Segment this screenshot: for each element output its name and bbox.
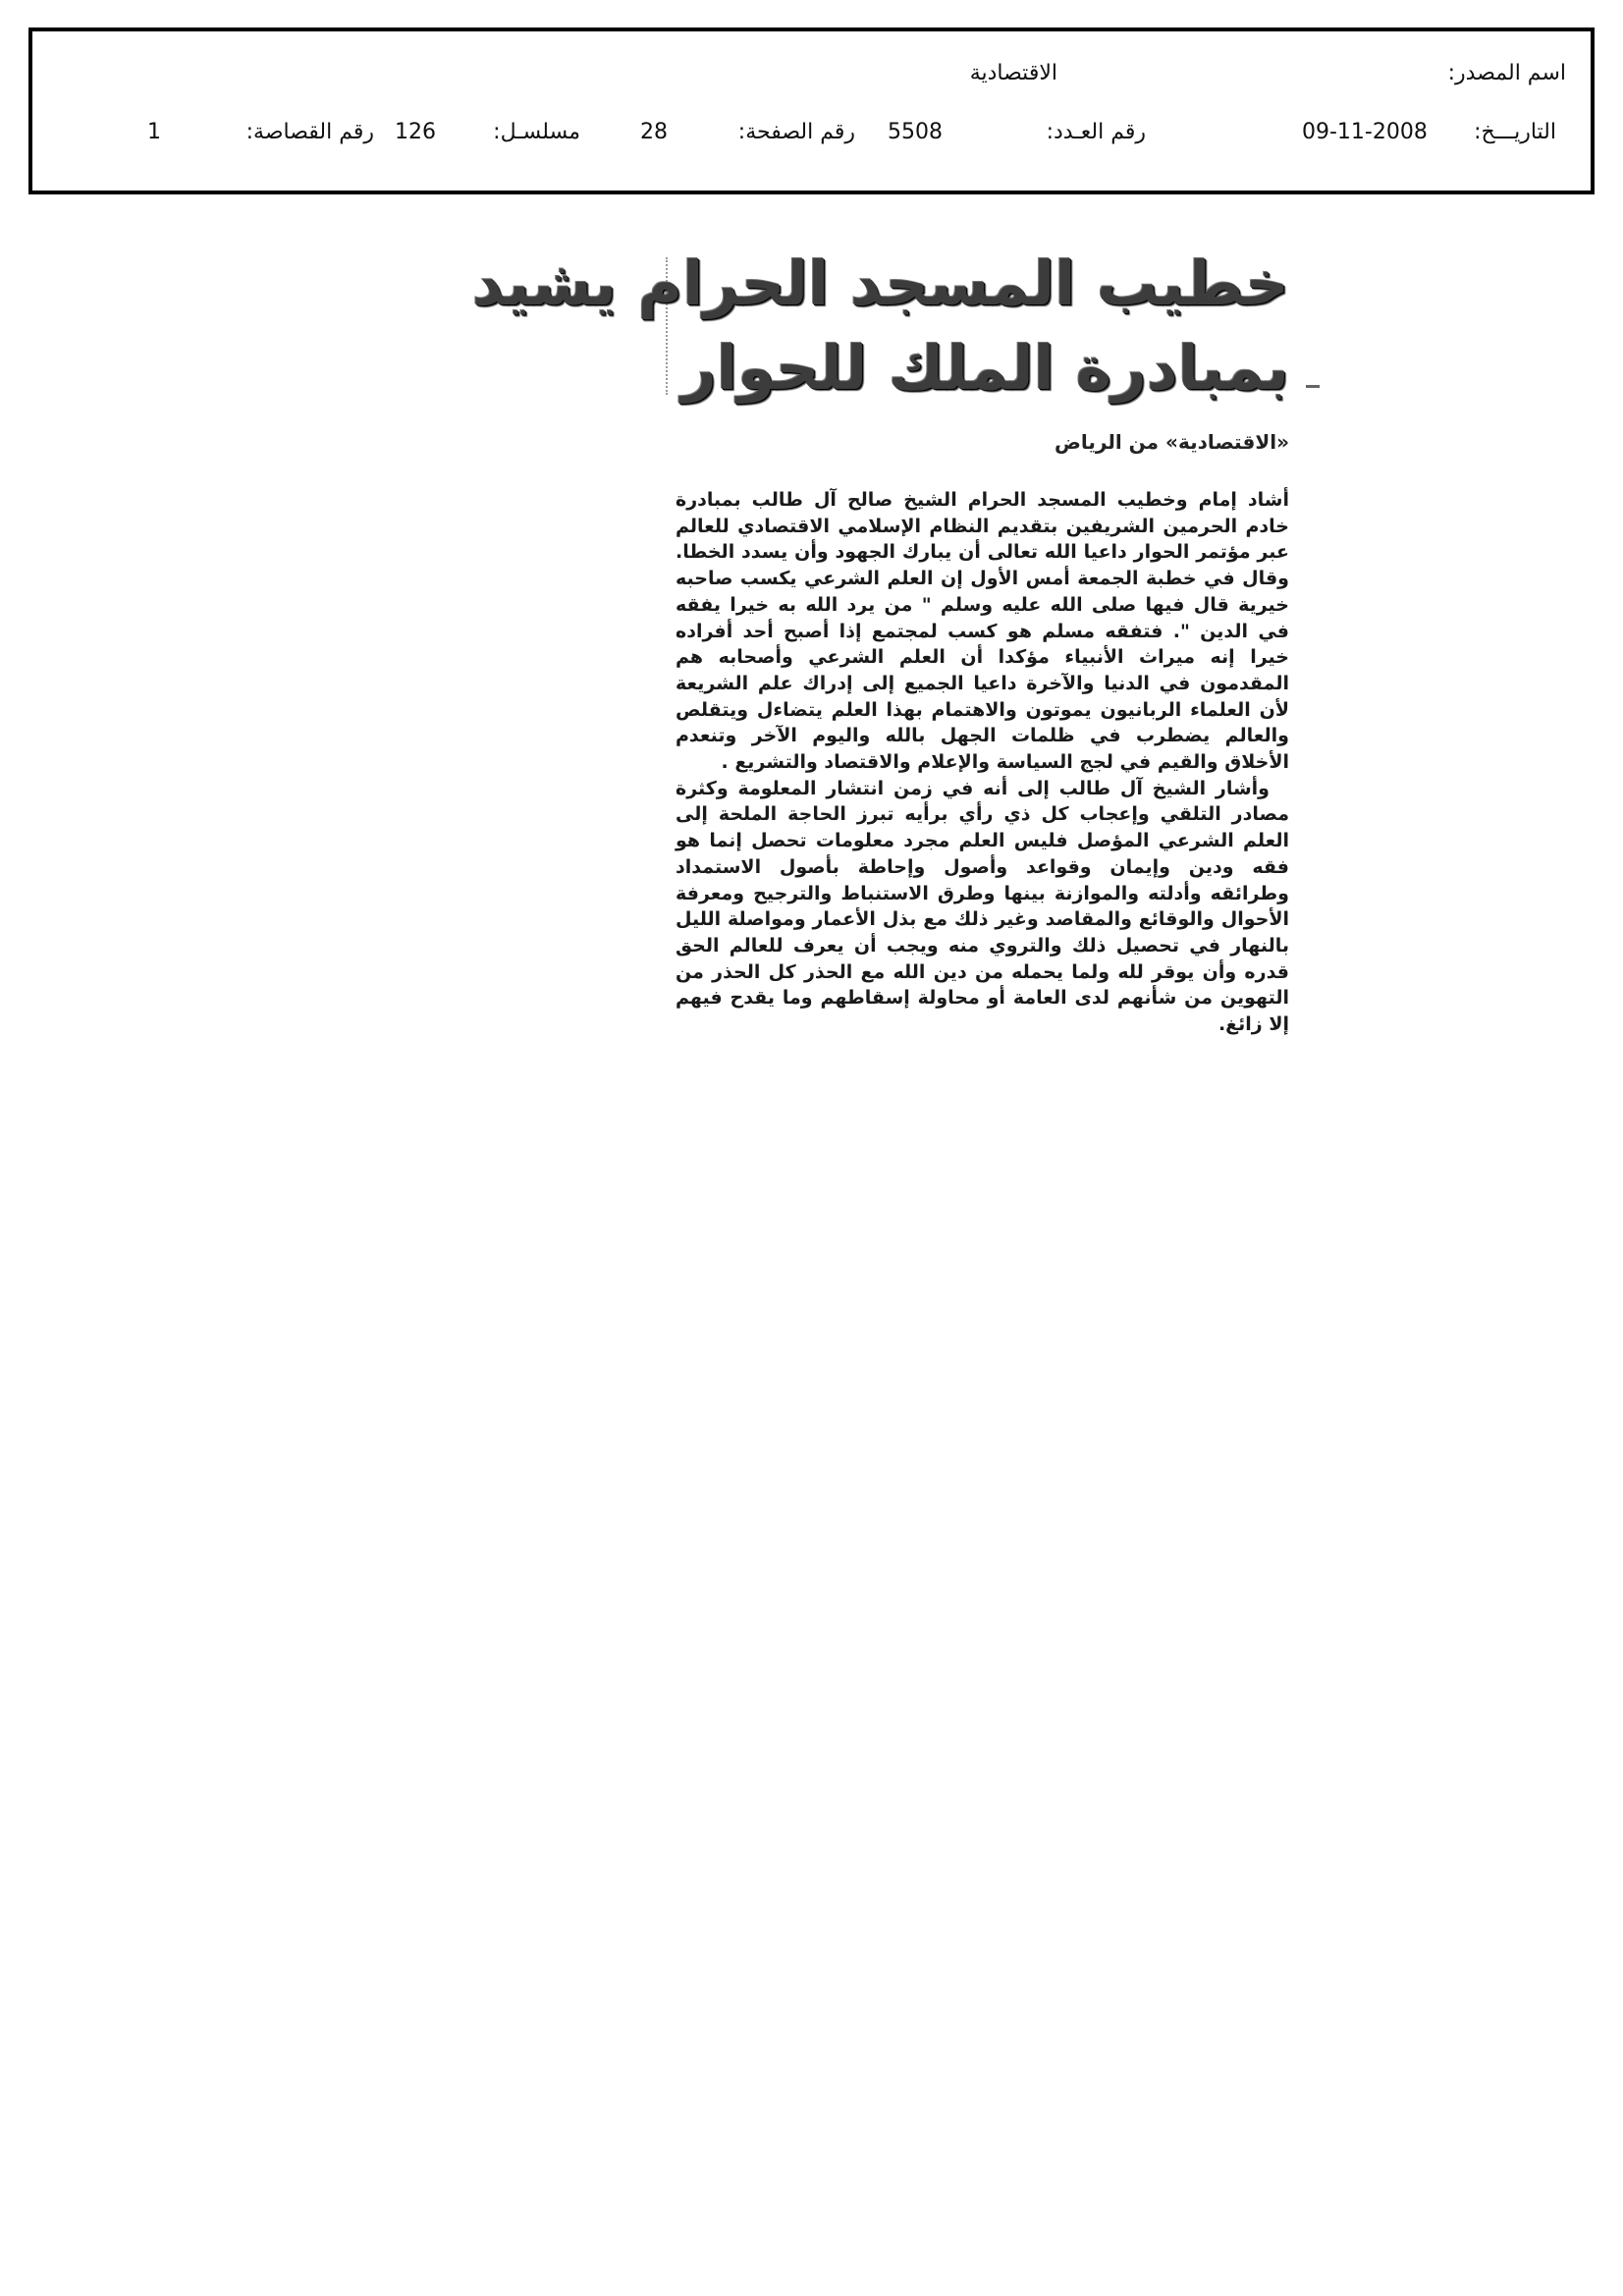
issue-value: 5508 bbox=[888, 120, 943, 144]
article-body bbox=[676, 487, 1289, 1038]
page-label: رقم الصفحة: bbox=[737, 120, 855, 144]
headline-line-1: خطيب المسجد الحرام يشيد bbox=[471, 247, 1289, 319]
headline-dash-mark bbox=[1306, 385, 1320, 388]
article-byline: «الاقتصادية» من الرياض bbox=[1054, 430, 1289, 454]
source-label: اسم المصدر: bbox=[1447, 61, 1566, 85]
headline-line-2: بمبادرة الملك للحوار bbox=[681, 332, 1289, 404]
clipping-header-box bbox=[28, 27, 1595, 194]
clip-number-value: 1 bbox=[147, 120, 161, 144]
source-value: الاقتصادية bbox=[969, 61, 1057, 85]
date-label: التاريـــخ: bbox=[1474, 120, 1556, 144]
clip-number-label: رقم القصاصة: bbox=[245, 120, 374, 144]
article-paragraph-1: أشاد إمام وخطيب المسجد الحرام الشيخ صالح آل طالب بمبادرة خادم الحرمين الشريفين بتقديم النظام الإسلامي الاقتصادي للعالم عبر مؤتمر الحوار داعيا الله تعالى أن يبارك الجهود وأن يسدد الخطا. وقال في خطبة الجمعة أمس الأول إن العلم الشرعي يكسب صاحبه خيرية قال فيها صلى الله عليه وسلم " من يرد الله به خيرا يفقه في الدين ". فتفقه مسلم هو كسب لمجتمع إذا أصبح أحد أفراده خيرا إنه ميراث الأنبياء مؤكدا أن العلم الشرعي وأصحابه هم المقدمون في الدنيا والآخرة داعيا الجميع إلى إدراك علم الشريعة لأن العلماء الربانيون يموتون والاهتمام بهذا العلم يتضاءل ويتقلص والعالم يضطرب في ظلمات الجهل بالله واليوم الآخر وتنعدم الأخلاق والقيم في لجج السياسة والإعلام والاقتصاد والتشريع . bbox=[676, 489, 1289, 774]
serial-value: 126 bbox=[395, 120, 436, 144]
date-value: 09-11-2008 bbox=[1302, 120, 1428, 144]
issue-label: رقم العـدد: bbox=[1046, 120, 1146, 144]
serial-label: مسلسـل: bbox=[493, 120, 580, 144]
article-paragraph-2: وأشار الشيخ آل طالب إلى أنه في زمن انتشار المعلومة وكثرة مصادر التلقي وإعجاب كل ذي رأي برأيه تبرز الحاجة الملحة إلى العلم الشرعي المؤصل فليس العلم مجرد معلومات تحصل إنما هو فقه ودين وإيمان وقواعد وأصول وإحاطة بأصول الاستمداد وطرائقه وأدلته والموازنة بينها وطرق الاستنباط والترجيح ومعرفة الأحوال والوقائع والمقاصد وغير ذلك مع بذل الأعمار ومواصلة الليل بالنهار في تحصيل ذلك والتروي منه ويجب أن يعرف للعالم الحق قدره وأن يوقر لله ولما يحمله من دين الله مع الحذر كل الحذر من التهوين من شأنهم لدى العامة أو محاولة إسقاطهم وما يقدح فيهم إلا زائغ. bbox=[676, 777, 1289, 1036]
page-value: 28 bbox=[640, 120, 668, 144]
